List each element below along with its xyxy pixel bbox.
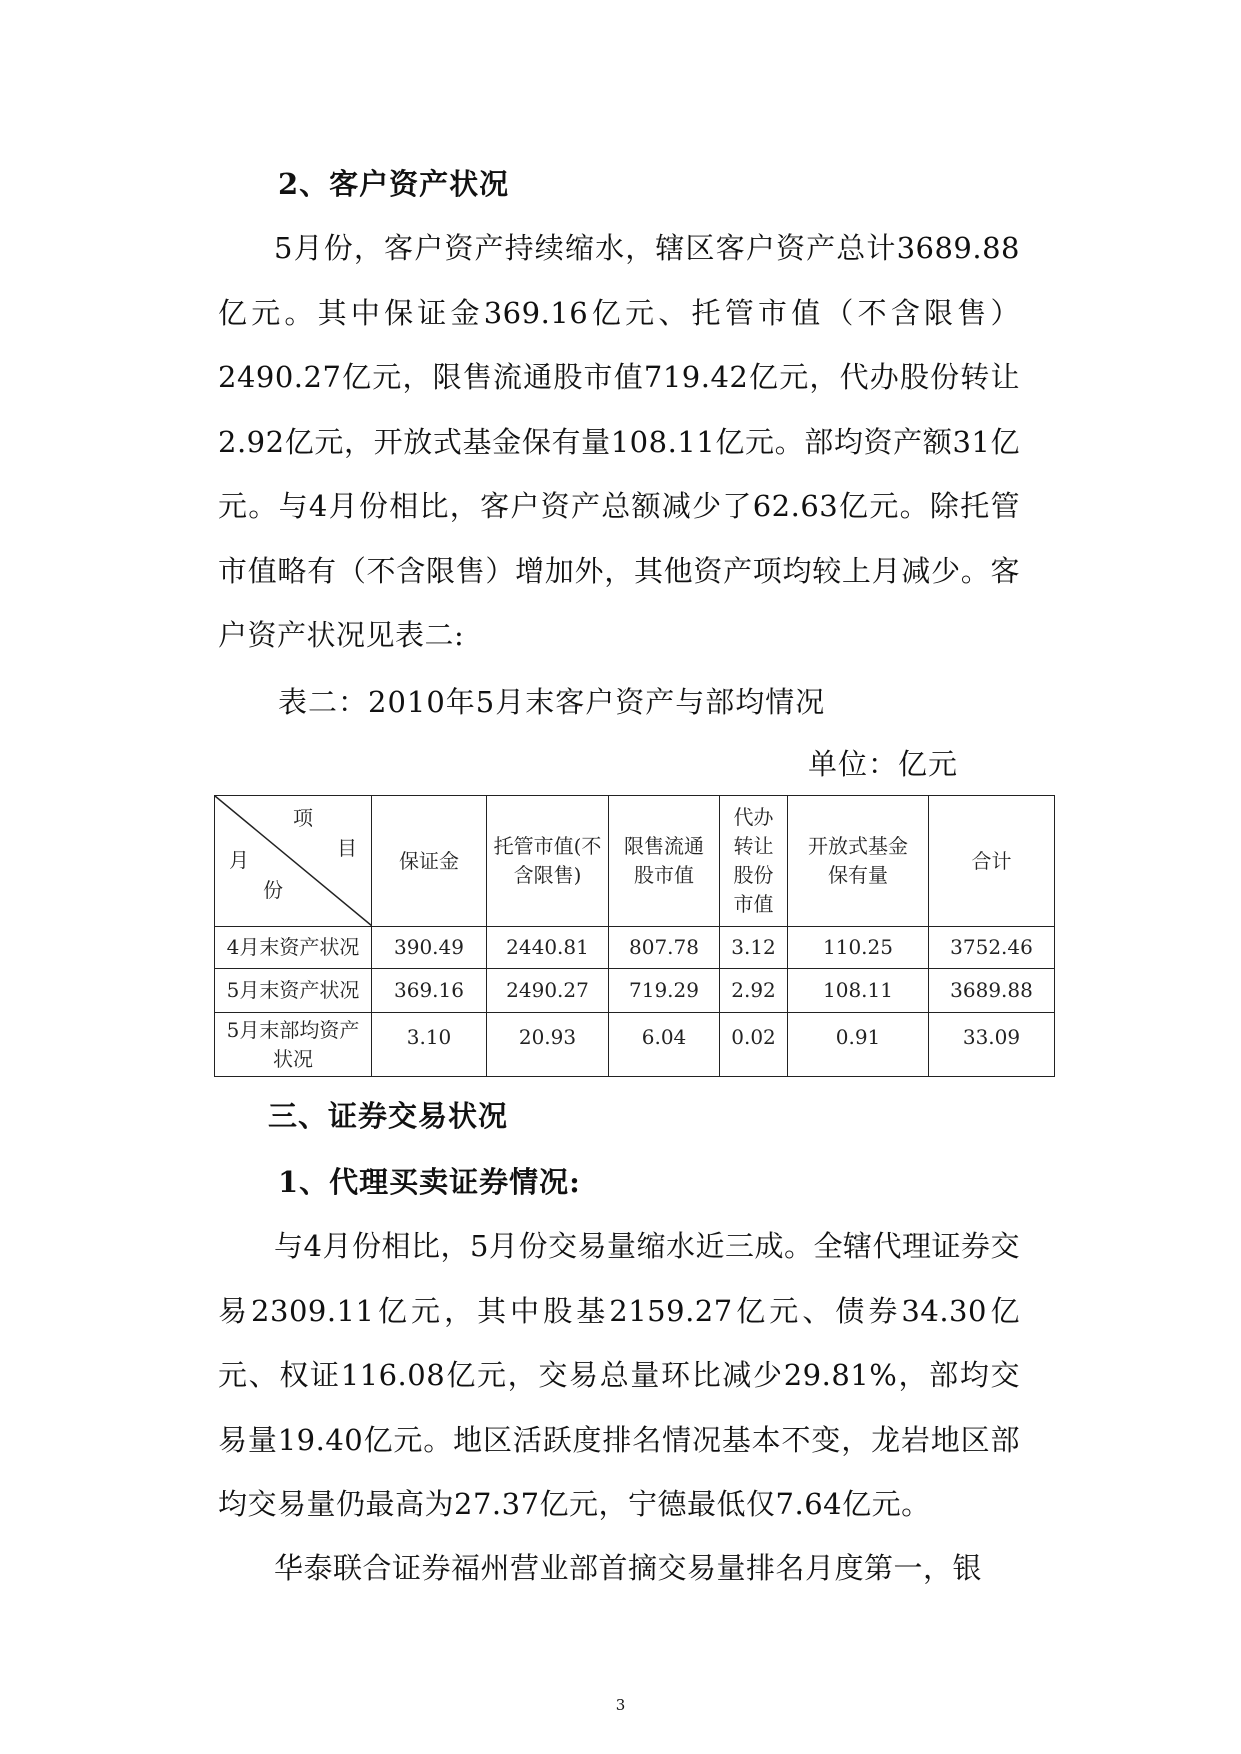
cell: 3.12 <box>720 927 788 969</box>
header-restricted-shares: 限售流通股市值 <box>609 796 720 927</box>
cell: 390.49 <box>372 927 487 969</box>
row-label: 5月末资产状况 <box>215 969 372 1013</box>
cell: 0.02 <box>720 1013 788 1077</box>
cell: 369.16 <box>372 969 487 1013</box>
header-agency-transfer: 代办转让股份市值 <box>720 796 788 927</box>
cell: 2490.27 <box>487 969 609 1013</box>
section-3-1-paragraph-text: 与4月份相比，5月份交易量缩水近三成。全辖代理证券交易2309.11亿元，其中股基2159.27亿元、债券34.30亿元、权证116.08亿元，交易总量环比减少29.81%，部均交易量19.40亿元。地区活跃度排名情况基本不变，龙岩地区部均交易量仍最高为27.37亿元，宁德最低仅7.64亿元。 <box>218 1229 1020 1521</box>
cell: 2440.81 <box>487 927 609 969</box>
cell: 2.92 <box>720 969 788 1013</box>
section-3-1-paragraph <box>218 1214 1020 1537</box>
cell: 33.09 <box>929 1013 1055 1077</box>
header-custody-value: 托管市值(不含限售) <box>487 796 609 927</box>
corner-month-1: 月 <box>229 848 249 872</box>
section-3-1-heading: 1、代理买卖证券情况: <box>278 1165 581 1199</box>
table-row <box>215 1013 1055 1077</box>
cell: 108.11 <box>788 969 929 1013</box>
cell: 0.91 <box>788 1013 929 1077</box>
cell: 3.10 <box>372 1013 487 1077</box>
section-3-1-paragraph-2 <box>218 1536 1020 1601</box>
cell: 807.78 <box>609 927 720 969</box>
section-3-1-paragraph-2-text: 华泰联合证券福州营业部首摘交易量排名月度第一，银 <box>274 1551 983 1585</box>
table-row <box>215 927 1055 969</box>
table-caption: 表二：2010年5月末客户资产与部均情况 <box>278 685 826 719</box>
header-total: 合计 <box>929 796 1055 927</box>
table-unit: 单位：亿元 <box>808 747 959 781</box>
row-label: 5月末部均资产状况 <box>215 1013 372 1077</box>
cell: 3689.88 <box>929 969 1055 1013</box>
cell: 719.29 <box>609 969 720 1013</box>
section-2-heading: 2、客户资产状况 <box>278 167 510 201</box>
section-2-paragraph <box>218 216 1020 668</box>
row-label: 4月末资产状况 <box>215 927 372 969</box>
corner-item-2: 目 <box>337 836 357 860</box>
section-3-heading: 三、证券交易状况 <box>268 1099 509 1133</box>
corner-item-1: 项 <box>293 806 313 830</box>
cell: 6.04 <box>609 1013 720 1077</box>
header-open-fund: 开放式基金保有量 <box>788 796 929 927</box>
table-header-row <box>215 796 1055 927</box>
asset-table <box>214 795 1055 1077</box>
section-2-paragraph-text: 5月份，客户资产持续缩水，辖区客户资产总计3689.88亿元。其中保证金369.16亿元、托管市值（不含限售）2490.27亿元，限售流通股市值719.42亿元，代办股份转让2.92亿元，开放式基金保有量108.11亿元。部均资产额31亿元。与4月份相比，客户资产总额减少了62.63亿元。除托管市值略有（不含限售）增加外，其他资产项均较上月减少。客户资产状况见表二: <box>218 231 1020 652</box>
page-number: 3 <box>615 1696 626 1714</box>
cell: 110.25 <box>788 927 929 969</box>
corner-month-2: 份 <box>263 878 283 902</box>
cell: 20.93 <box>487 1013 609 1077</box>
table-row <box>215 969 1055 1013</box>
header-margin: 保证金 <box>372 796 487 927</box>
cell: 3752.46 <box>929 927 1055 969</box>
table-corner-cell <box>215 796 372 927</box>
